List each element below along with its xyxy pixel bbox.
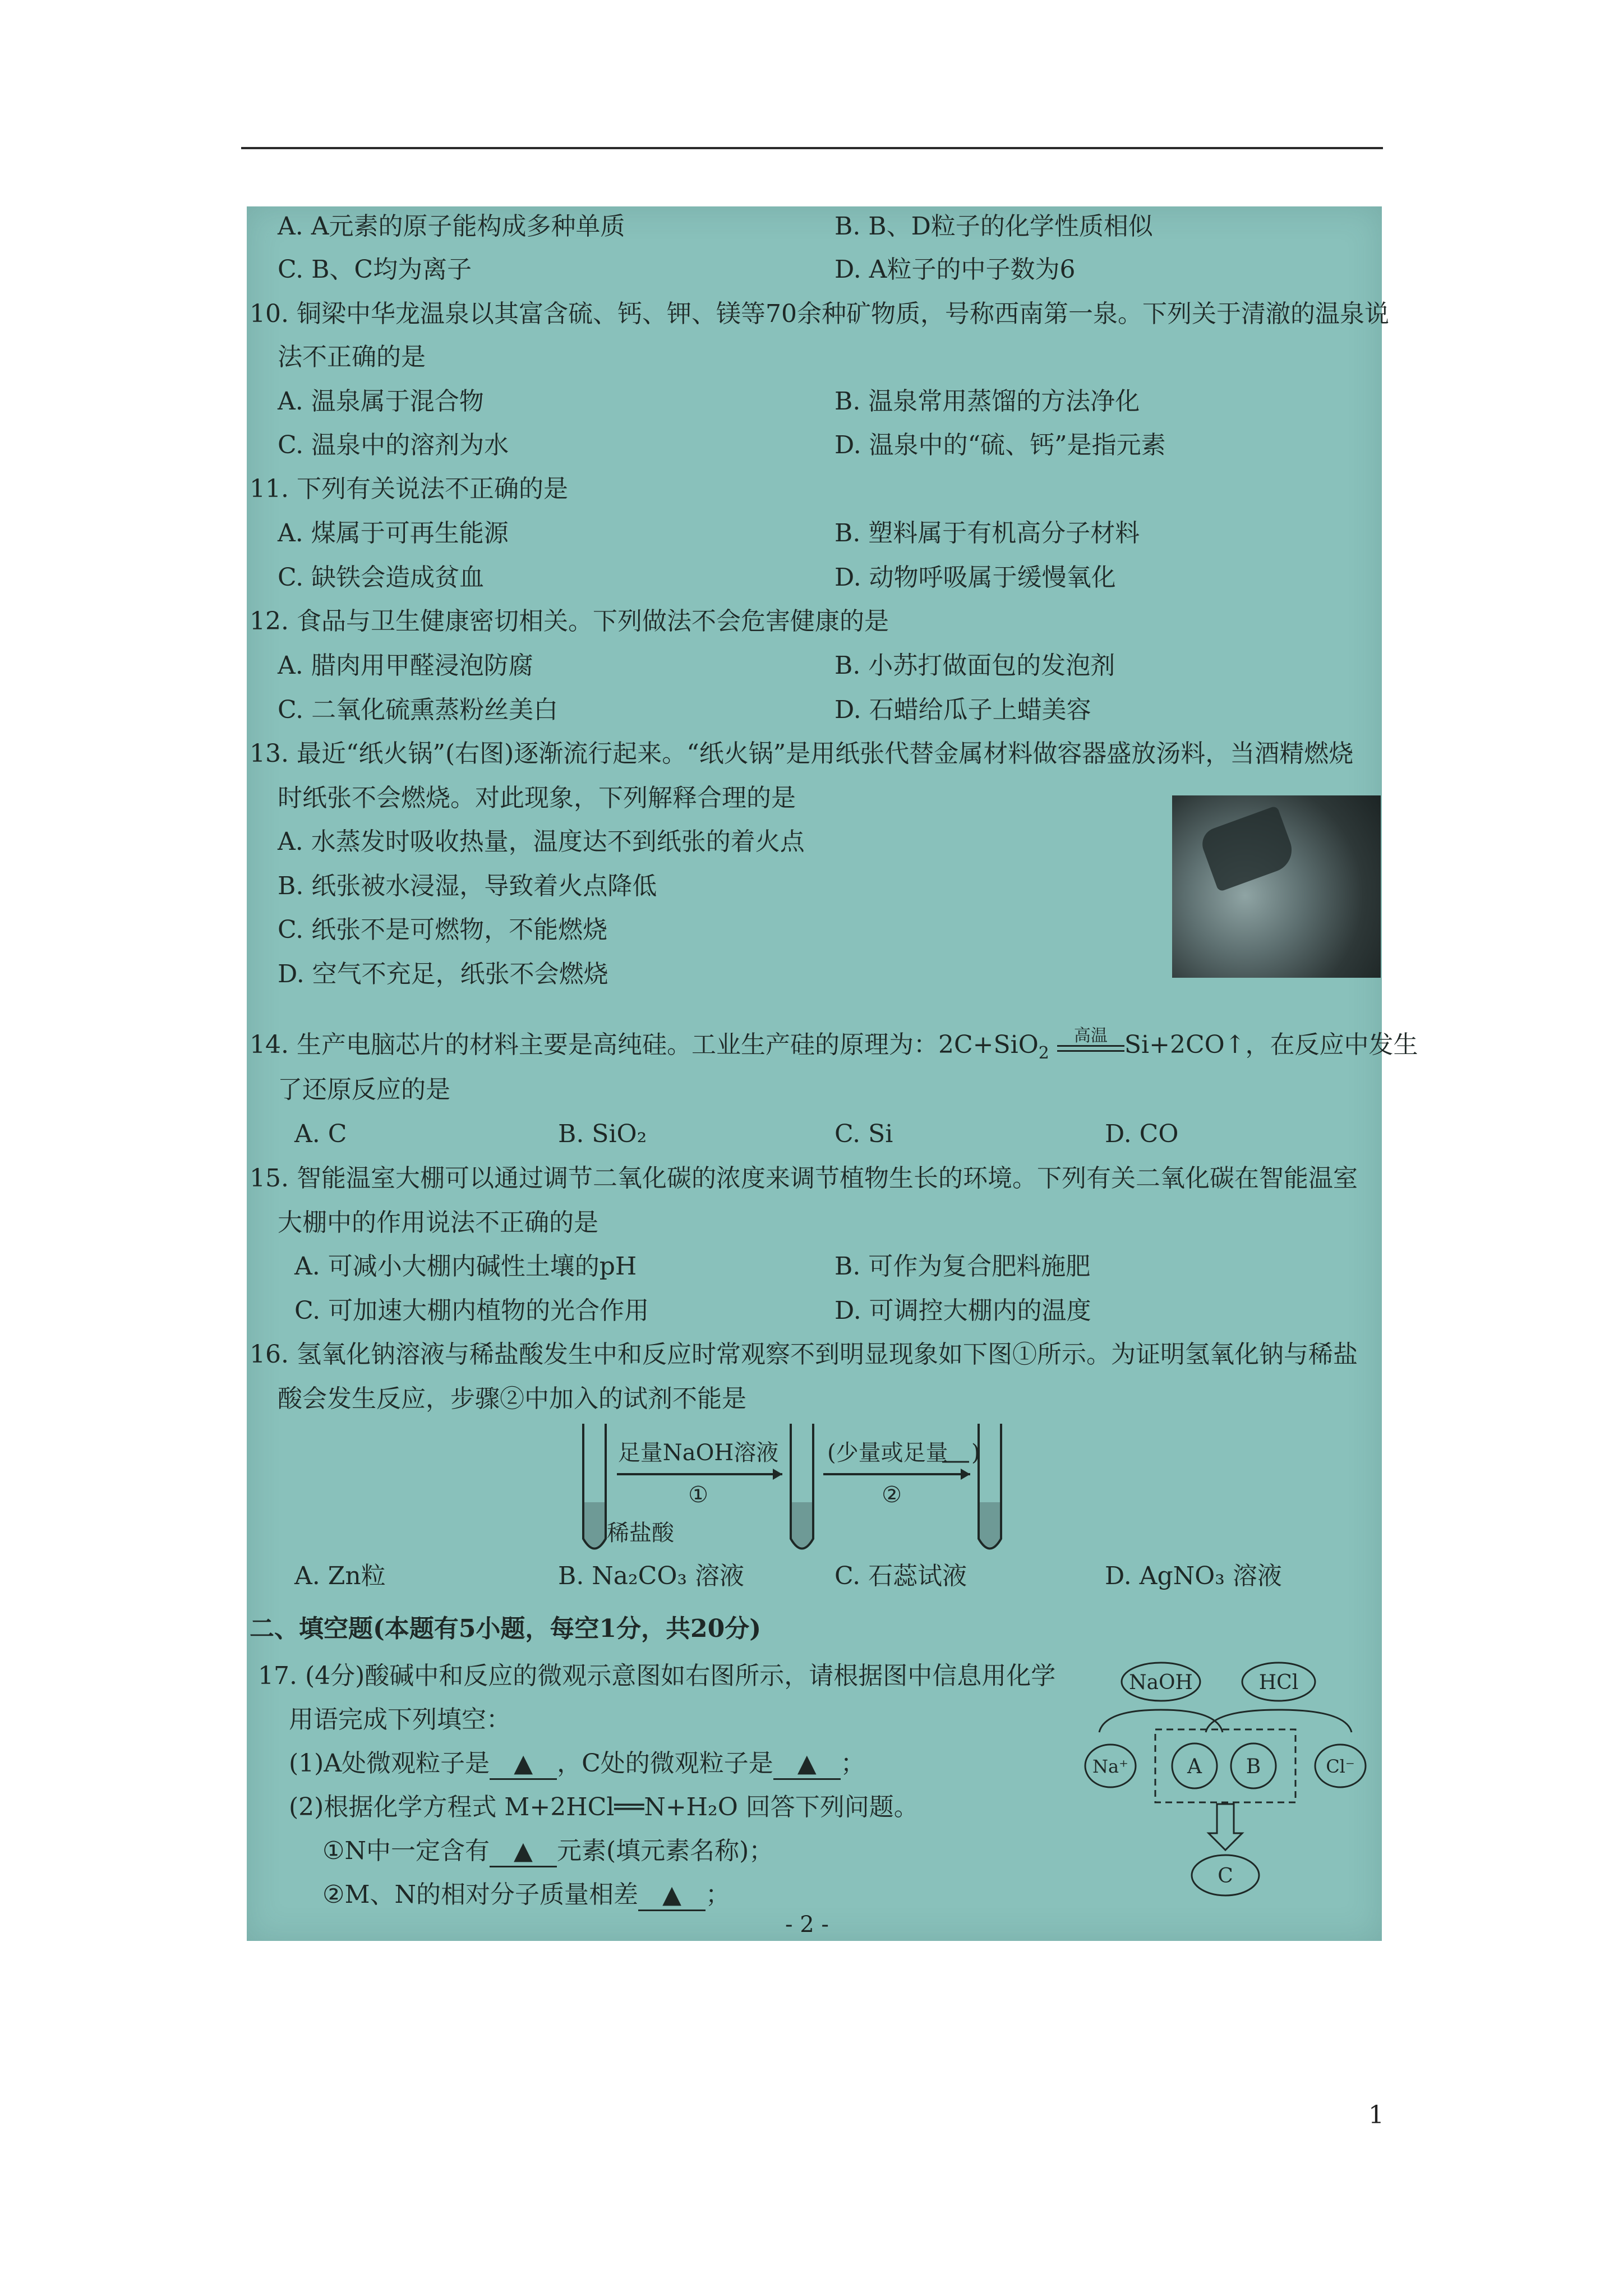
q9-option-c: C. B、C均为离子	[278, 255, 472, 284]
q9-option-b: B. B、D粒子的化学性质相似	[834, 212, 1153, 241]
q12-option-d: D. 石蜡给瓜子上蜡美容	[834, 696, 1091, 724]
q16-option-b: B. Na₂CO₃ 溶液	[558, 1562, 745, 1590]
q16-option-a: A. Zn粒	[294, 1562, 386, 1590]
q17-part-2a-pre: ①N中一定含有	[322, 1837, 490, 1865]
arrow-2-step: ②	[882, 1482, 902, 1508]
test-tube-1-liquid	[584, 1502, 605, 1547]
q16-stem: 16. 氢氧化钠溶液与稀盐酸发生中和反应时常观察不到明显现象如下图①所示。为证明氢氧化钠与稀盐	[250, 1340, 1358, 1369]
q11-option-d: D. 动物呼吸属于缓慢氧化	[834, 563, 1116, 592]
q14-stem	[250, 1025, 1418, 1068]
q13-stem-cont: 时纸张不会燃烧。对此现象，下列解释合理的是	[278, 784, 796, 812]
q15-option-c: C. 可加速大棚内植物的光合作用	[294, 1296, 649, 1325]
q14-option-b: B. SiO₂	[558, 1120, 647, 1148]
q17-stem-cont: 用语完成下列填空：	[289, 1705, 511, 1734]
arrow-1-step: ①	[688, 1482, 708, 1508]
q10-stem-cont: 法不正确的是	[278, 343, 426, 371]
q14-stem-post: Si+2CO↑，在反应中发生	[1124, 1030, 1418, 1059]
q10-option-c: C. 温泉中的溶剂为水	[278, 431, 509, 459]
q15-option-a: A. 可减小大棚内碱性土壤的pH	[294, 1252, 637, 1281]
q13-option-a: A. 水蒸发时吸收热量，温度达不到纸张的着火点	[278, 827, 805, 856]
q17-part-1-end: ；	[840, 1749, 865, 1778]
q12-option-a: A. 腊肉用甲醛浸泡防腐	[278, 651, 533, 680]
answer-blank-a[interactable]: ▲	[490, 1749, 557, 1780]
q15-option-d: D. 可调控大棚内的温度	[834, 1296, 1091, 1325]
q13-option-d: D. 空气不充足，纸张不会燃烧	[278, 960, 608, 988]
q14-option-a: A. C	[294, 1120, 347, 1148]
q12-stem: 12. 食品与卫生健康密切相关。下列做法不会危害健康的是	[250, 607, 889, 636]
q14-reaction-arrow	[1057, 1025, 1124, 1052]
arrow-2-close: )	[971, 1440, 980, 1466]
scan-page-footer: - 2 -	[785, 1912, 829, 1938]
q13-option-c: C. 纸张不是可燃物，不能燃烧	[278, 915, 608, 944]
down-arrow	[1209, 1804, 1242, 1850]
paper-hotpot-photo	[1172, 795, 1381, 978]
q14-option-d: D. CO	[1105, 1120, 1179, 1148]
q13-stem: 13. 最近“纸火锅”(右图)逐渐流行起来。“纸火锅”是用纸张代替金属材料做容器盛放汤料，当酒精燃烧	[250, 739, 1354, 768]
q9-option-a: A. A元素的原子能构成多种单质	[278, 212, 625, 241]
q17-part-1	[289, 1749, 865, 1780]
tube-1-label: 稀盐酸	[607, 1520, 674, 1546]
scanned-exam-page	[247, 206, 1418, 1941]
q11-option-c: C. 缺铁会造成贫血	[278, 563, 485, 592]
reaction-box	[1155, 1729, 1295, 1802]
q10-option-b: B. 温泉常用蒸馏的方法净化	[834, 387, 1140, 416]
q17-part-1-pre: (1)A处微观粒子是	[289, 1749, 490, 1778]
header-rule	[241, 147, 1383, 149]
q10-option-a: A. 温泉属于混合物	[278, 387, 484, 416]
q14-stem-pre: 14. 生产电脑芯片的材料主要是高纯硅。工业生产硅的原理为：2C+SiO	[250, 1030, 1039, 1059]
q17-part-1-mid: ，C处的微观粒子是	[557, 1749, 773, 1778]
answer-blank-mass[interactable]: ▲	[638, 1880, 706, 1911]
q17-stem: 17. (4分)酸碱中和反应的微观示意图如右图所示，请根据图中信息用化学	[258, 1662, 1056, 1690]
q11-stem: 11. 下列有关说法不正确的是	[250, 475, 568, 503]
q17-part-2a	[322, 1837, 773, 1867]
q15-stem: 15. 智能温室大棚可以通过调节二氧化碳的浓度来调节植物生长的环境。下列有关二氧化碳在智能温室	[250, 1164, 1358, 1193]
answer-blank-element[interactable]: ▲	[490, 1837, 557, 1867]
q12-option-c: C. 二氧化硫熏蒸粉丝美白	[278, 696, 559, 724]
particle-b-label: B	[1246, 1755, 1261, 1778]
q17-part-2b-post: ；	[706, 1880, 730, 1909]
q14-condition: 高温	[1073, 1025, 1108, 1046]
na-ion-label: Na⁺	[1092, 1756, 1128, 1777]
q16-option-c: C. 石蕊试液	[834, 1562, 967, 1590]
q14-stem-cont: 了还原反应的是	[278, 1075, 450, 1104]
q17-part-2a-post: 元素(填元素名称)；	[556, 1837, 774, 1865]
neutralization-micro-diagram	[1082, 1654, 1374, 1901]
arrow-1-head	[773, 1469, 782, 1480]
q16-option-d: D. AgNO₃ 溶液	[1105, 1562, 1282, 1590]
q15-option-b: B. 可作为复合肥料施肥	[834, 1252, 1091, 1281]
q17-part-2b	[322, 1880, 730, 1911]
answer-blank-c[interactable]: ▲	[773, 1749, 841, 1780]
q12-option-b: B. 小苏打做面包的发泡剂	[834, 651, 1115, 680]
particle-a-label: A	[1187, 1755, 1202, 1778]
particle-c-label: C	[1218, 1865, 1233, 1888]
naoh-label: NaOH	[1129, 1671, 1193, 1694]
arrow-1-label: 足量NaOH溶液	[617, 1440, 779, 1466]
test-tube-3-liquid	[980, 1502, 1000, 1547]
q17-part-2: (2)根据化学方程式 M+2HCl══N+H₂O 回答下列问题。	[289, 1793, 919, 1821]
q16-stem-cont: 酸会发生反应，步骤②中加入的试剂不能是	[278, 1384, 746, 1413]
q13-option-b: B. 纸张被水浸湿，导致着火点降低	[278, 872, 657, 900]
q14-option-c: C. Si	[834, 1120, 893, 1148]
cl-ion-label: Cl⁻	[1326, 1756, 1355, 1777]
q17-part-2b-pre: ②M、N的相对分子质量相差	[322, 1880, 638, 1909]
arrow-2-head	[961, 1469, 970, 1480]
q15-stem-cont: 大棚中的作用说法不正确的是	[278, 1208, 598, 1237]
q10-stem: 10. 铜梁中华龙温泉以其富含硫、钙、钾、镁等70余种矿物质，号称西南第一泉。下列关于清澈的温泉说	[250, 300, 1389, 328]
page-number: 1	[1368, 2101, 1384, 2129]
q11-option-b: B. 塑料属于有机高分子材料	[834, 519, 1140, 547]
arrow-2-label: (少量或足量	[827, 1440, 948, 1466]
test-tube-2-liquid	[792, 1502, 812, 1547]
q10-option-d: D. 温泉中的“硫、钙”是指元素	[834, 431, 1166, 459]
hcl-label: HCl	[1258, 1671, 1299, 1694]
q9-option-d: D. A粒子的中子数为6	[834, 255, 1076, 284]
q14-sub: 2	[1038, 1043, 1049, 1063]
section-2-title: 二、填空题(本题有5小题，每空1分，共20分)	[250, 1614, 762, 1643]
q11-option-a: A. 煤属于可再生能源	[278, 519, 509, 547]
